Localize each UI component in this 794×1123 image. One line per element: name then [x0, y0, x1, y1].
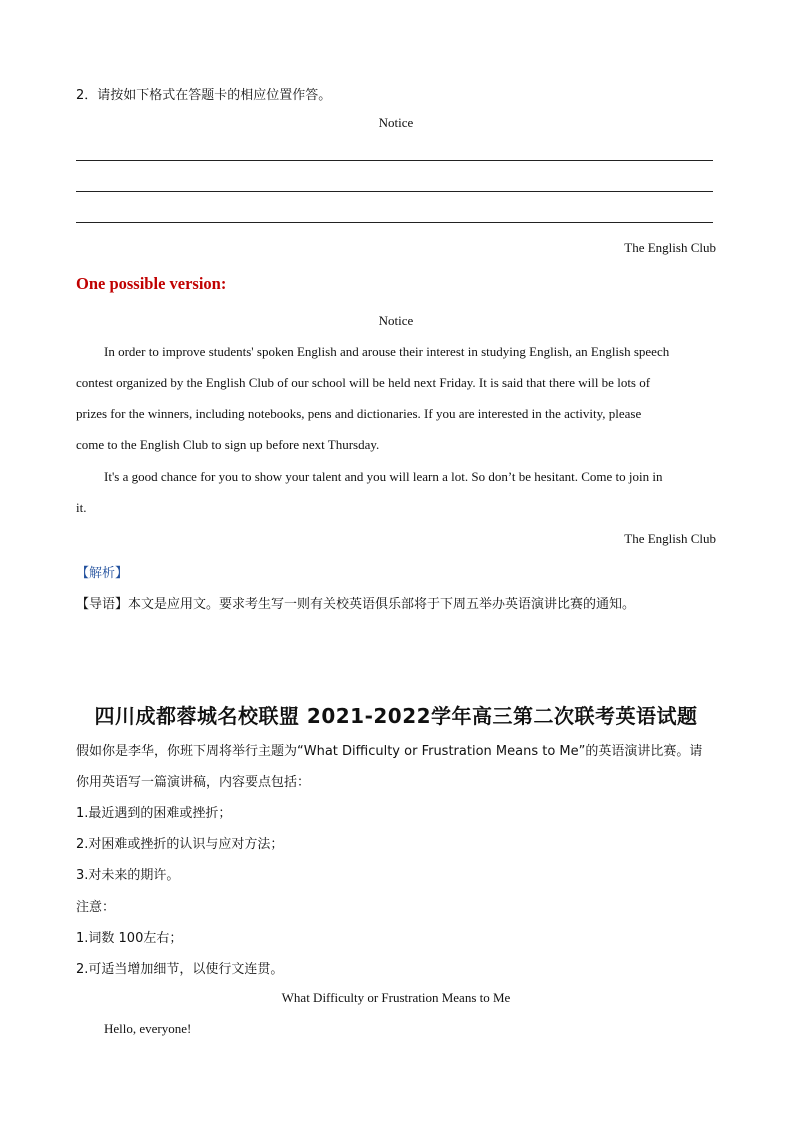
- section-title: 四川成都蓉城名校联盟 2021-2022学年高三第二次联考英语试题: [94, 704, 698, 728]
- answer-line-2: [76, 191, 713, 192]
- paragraph-line-6: it.: [76, 500, 87, 515]
- prompt-line-1: 假如你是李华，你班下周将举行主题为“What Difficulty or Frustration Means to Me”的英语演讲比赛。请: [76, 744, 703, 759]
- point-1: 1.最近遇到的困难或挫折；: [76, 806, 232, 821]
- speech-title: What Difficulty or Frustration Means to Me: [281, 990, 511, 1005]
- prompt-line-2: 你用英语写一篇演讲稿，内容要点包括：: [76, 775, 311, 790]
- instruction-text: 2．请按如下格式在答题卡的相应位置作答。: [76, 88, 332, 103]
- paragraph-line-2: contest organized by the English Club of our school will be held next Friday. It is said that there will be lots of: [76, 375, 651, 390]
- notes-label: 注意：: [76, 900, 116, 915]
- signature: The English Club: [624, 240, 716, 255]
- paragraph-line-4: come to the English Club to sign up before next Thursday.: [76, 437, 380, 452]
- point-3: 3.对未来的期许。: [76, 868, 180, 883]
- paragraph-line-5: It's a good chance for you to show your talent and you will learn a lot. So don’t be hesitant. Come to join in: [104, 469, 663, 484]
- analysis-label: 【解析】: [76, 566, 129, 581]
- notice-title: Notice: [378, 115, 414, 130]
- sample-heading: One possible version:: [76, 274, 227, 293]
- point-2: 2.对困难或挫折的认识与应对方法；: [76, 837, 284, 852]
- answer-line-1: [76, 160, 713, 161]
- answer-line-3: [76, 222, 713, 223]
- paragraph-line-1: In order to improve students' spoken English and arouse their interest in studying English, an English speech: [104, 344, 670, 359]
- paragraph-line-3: prizes for the winners, including notebooks, pens and dictionaries. If you are interested in the activity, please: [76, 406, 642, 421]
- analysis-intro: 【导语】本文是应用文。要求考生写一则有关校英语俱乐部将于下周五举办英语演讲比赛的通知。: [76, 597, 636, 612]
- note-1: 1.词数 100左右；: [76, 931, 183, 946]
- sample-signature: The English Club: [624, 531, 716, 546]
- greeting: Hello, everyone!: [104, 1021, 192, 1036]
- sample-notice-title: Notice: [378, 313, 414, 328]
- note-2: 2.可适当增加细节，以使行文连贯。: [76, 962, 284, 977]
